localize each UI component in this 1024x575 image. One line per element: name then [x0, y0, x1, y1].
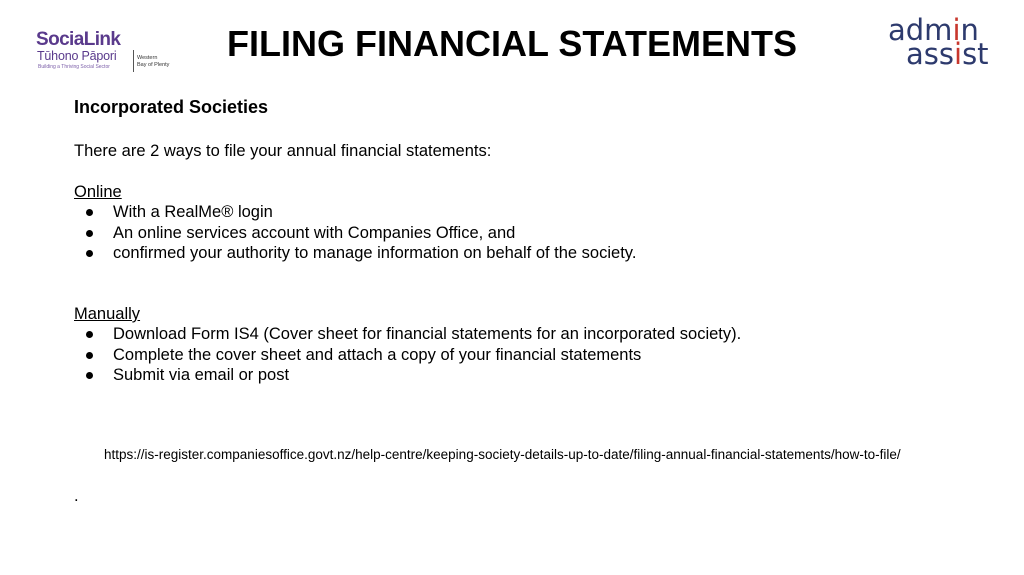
list-item: Complete the cover sheet and attach a copy of your financial statements	[74, 345, 741, 366]
list-item: Submit via email or post	[74, 365, 741, 386]
manually-label: Manually	[74, 305, 141, 323]
logo-accent-letter: i	[954, 37, 963, 71]
list-item: With a RealMe® login	[74, 202, 636, 223]
trailing-text: .	[74, 487, 79, 505]
online-list	[74, 202, 636, 264]
admin-assist-logo-line-2	[906, 37, 989, 71]
socialink-brand-text: SociaLink	[36, 29, 121, 50]
subheading: Incorporated Societies	[74, 97, 269, 117]
logo-text-part: adm	[888, 13, 953, 47]
intro-text: There are 2 ways to file your annual financial statements:	[74, 142, 492, 160]
companies-office-link[interactable]: https://is-register.companiesoffice.govt.nz/help-centre/keeping-society-details-up-to-date/filing-annual-financial-statements/how-to-file/	[104, 447, 901, 462]
region-line-1: Western	[137, 55, 158, 61]
admin-assist-logo	[888, 13, 994, 74]
logo-accent-letter: i	[952, 13, 961, 47]
manually-list	[74, 324, 741, 386]
page-title: FILING FINANCIAL STATEMENTS	[227, 23, 797, 64]
online-label: Online	[74, 183, 122, 201]
list-item: An online services account with Companies Office, and	[74, 223, 636, 244]
socialink-maori-text: Tūhono Pāpori	[37, 49, 117, 63]
logo-text-part: st	[962, 37, 989, 71]
logo-text-part: ass	[906, 37, 954, 71]
socialink-tagline: Building a Thriving Social Sector	[38, 64, 110, 70]
region-line-2: Bay of Plenty	[137, 62, 170, 68]
list-item: Download Form IS4 (Cover sheet for financial statements for an incorporated society).	[74, 324, 741, 345]
logo-text-part: n	[960, 13, 979, 47]
list-item: confirmed your authority to manage information on behalf of the society.	[74, 243, 636, 264]
